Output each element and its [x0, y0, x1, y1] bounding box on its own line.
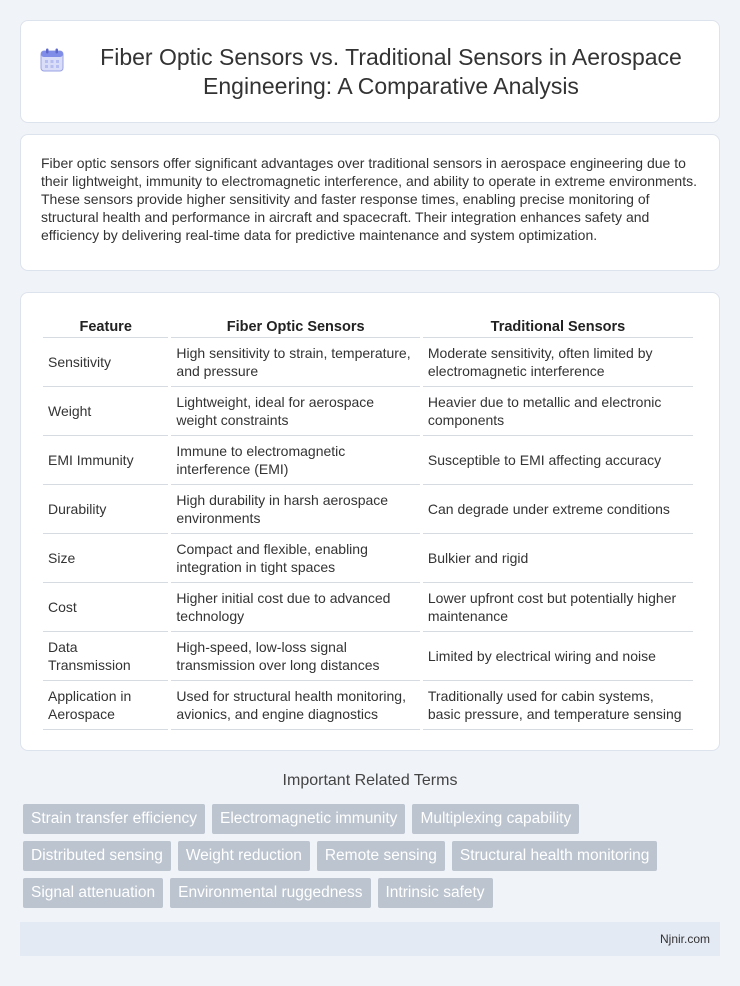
feature-cell: Durability	[43, 485, 168, 534]
table-row	[43, 387, 693, 436]
fiber-cell: Used for structural health monitoring, avionics, and engine diagnostics	[171, 681, 419, 730]
header-fiber-optic: Fiber Optic Sensors	[171, 317, 419, 338]
intro-card	[20, 134, 720, 271]
related-term-tag[interactable]: Electromagnetic immunity	[212, 804, 405, 834]
table-row	[43, 583, 693, 632]
traditional-cell: Heavier due to metallic and electronic components	[423, 387, 693, 436]
table-row	[43, 436, 693, 485]
traditional-cell: Lower upfront cost but potentially higher maintenance	[423, 583, 693, 632]
feature-cell: Cost	[43, 583, 168, 632]
feature-cell: Data Transmission	[43, 632, 168, 681]
traditional-cell: Bulkier and rigid	[423, 534, 693, 583]
feature-cell: Sensitivity	[43, 338, 168, 387]
table-header-row	[43, 317, 693, 338]
header-feature: Feature	[43, 317, 168, 338]
related-terms-list	[23, 804, 703, 908]
footer-bar	[20, 922, 720, 956]
related-term-tag[interactable]: Distributed sensing	[23, 841, 171, 871]
page-title: Fiber Optic Sensors vs. Traditional Sensors in Aerospace Engineering: A Comparative Analysis	[100, 43, 682, 99]
traditional-cell: Can degrade under extreme conditions	[423, 485, 693, 534]
header-traditional: Traditional Sensors	[423, 317, 693, 338]
calendar-icon	[39, 47, 65, 73]
comparison-table	[40, 317, 696, 730]
traditional-cell: Moderate sensitivity, often limited by electromagnetic interference	[423, 338, 693, 387]
related-terms-title: Important Related Terms	[282, 772, 458, 789]
table-row	[43, 632, 693, 681]
feature-cell: Size	[43, 534, 168, 583]
table-row	[43, 485, 693, 534]
fiber-cell: Immune to electromagnetic interference (EMI)	[171, 436, 419, 485]
intro-paragraph: Fiber optic sensors offer significant advantages over traditional sensors in aerospace engineering due to their lightweight, immunity to electromagnetic interference, and ability to operate in extreme environments. These sensors provide higher sensitivity and faster response times, enabling precise monitoring of structural health and performance in aircraft and spacecraft. Their integration enhances safety and efficiency by delivering real-time data for predictive maintenance and system optimization.	[41, 155, 697, 243]
table-row	[43, 681, 693, 730]
related-term-tag[interactable]: Structural health monitoring	[452, 841, 658, 871]
feature-cell: Weight	[43, 387, 168, 436]
related-term-tag[interactable]: Weight reduction	[178, 841, 310, 871]
fiber-cell: High-speed, low-loss signal transmission over long distances	[171, 632, 419, 681]
header-card	[20, 20, 720, 123]
traditional-cell: Limited by electrical wiring and noise	[423, 632, 693, 681]
related-term-tag[interactable]: Strain transfer efficiency	[23, 804, 205, 834]
comparison-table-card	[20, 292, 720, 751]
fiber-cell: High sensitivity to strain, temperature, and pressure	[171, 338, 419, 387]
fiber-cell: Compact and flexible, enabling integration in tight spaces	[171, 534, 419, 583]
table-row	[43, 338, 693, 387]
fiber-cell: Higher initial cost due to advanced technology	[171, 583, 419, 632]
feature-cell: EMI Immunity	[43, 436, 168, 485]
related-term-tag[interactable]: Environmental ruggedness	[170, 878, 370, 908]
feature-cell: Application in Aerospace	[43, 681, 168, 730]
related-term-tag[interactable]: Multiplexing capability	[412, 804, 579, 834]
footer-site-link[interactable]: Njnir.com	[659, 932, 710, 946]
fiber-cell: Lightweight, ideal for aerospace weight constraints	[171, 387, 419, 436]
table-row	[43, 534, 693, 583]
related-term-tag[interactable]: Signal attenuation	[23, 878, 163, 908]
related-term-tag[interactable]: Remote sensing	[317, 841, 445, 871]
fiber-cell: High durability in harsh aerospace environments	[171, 485, 419, 534]
traditional-cell: Traditionally used for cabin systems, basic pressure, and temperature sensing	[423, 681, 693, 730]
traditional-cell: Susceptible to EMI affecting accuracy	[423, 436, 693, 485]
related-term-tag[interactable]: Intrinsic safety	[378, 878, 493, 908]
